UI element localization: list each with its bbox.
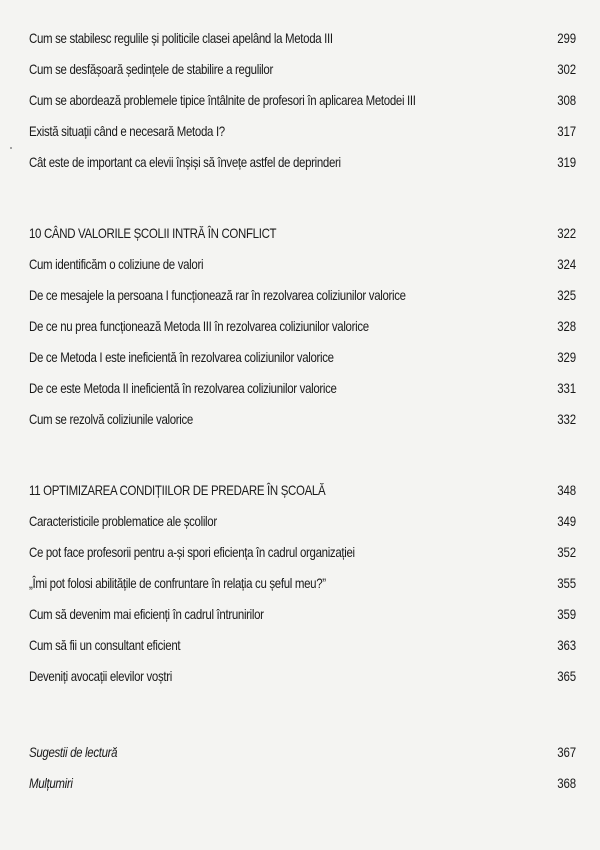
page-number: 319 [557, 153, 576, 170]
entry-title: Deveniți avocații elevilor voștri [29, 667, 172, 684]
toc-entry[interactable] [29, 84, 576, 115]
page-number: 328 [557, 317, 576, 334]
entry-title: Cum se stabilesc regulile și politicile clasei apelând la Metoda III [29, 29, 333, 46]
page-number: 355 [557, 574, 576, 591]
spacer [29, 691, 576, 736]
toc-entry[interactable] [29, 660, 576, 691]
toc-entry[interactable] [29, 598, 576, 629]
toc-entry-reading-suggestions[interactable] [29, 736, 576, 767]
chapter-heading-10[interactable] [29, 217, 576, 248]
page-number: 365 [557, 667, 576, 684]
entry-title: Caracteristicile problematice ale școlilor [29, 512, 217, 529]
spacer [29, 434, 576, 474]
page-number: 363 [557, 636, 576, 653]
page-number: 325 [557, 286, 576, 303]
toc-entry[interactable] [29, 403, 576, 434]
entry-title: De ce Metoda I este ineficientă în rezolvarea coliziunilor valorice [29, 348, 334, 365]
page-number: 329 [557, 348, 576, 365]
page-number: 308 [557, 91, 576, 108]
chapter-heading-11[interactable] [29, 474, 576, 505]
toc-entry[interactable] [29, 53, 576, 84]
entry-title: Sugestii de lectură [29, 743, 118, 760]
page-number: 352 [557, 543, 576, 560]
entry-title: Cum să fii un consultant eficient [29, 636, 181, 653]
entry-title: De ce nu prea funcționează Metoda III în rezolvarea coliziunilor valorice [29, 317, 369, 334]
toc-entry[interactable] [29, 505, 576, 536]
entry-title: Cum să devenim mai eficienți în cadrul întrunirilor [29, 605, 264, 622]
table-of-contents [29, 22, 576, 798]
spacer [29, 177, 576, 217]
toc-entry[interactable] [29, 567, 576, 598]
page-number: 367 [557, 743, 576, 760]
chapter-title: 10 CÂND VALORILE ȘCOLII INTRĂ ÎN CONFLICT [29, 224, 277, 241]
scan-speck [10, 147, 12, 149]
toc-entry[interactable] [29, 310, 576, 341]
page-number: 368 [557, 774, 576, 791]
page-number: 332 [557, 410, 576, 427]
toc-entry[interactable] [29, 629, 576, 660]
page-number: 348 [557, 481, 576, 498]
page-number: 331 [557, 379, 576, 396]
page-number: 359 [557, 605, 576, 622]
page-number: 302 [557, 60, 576, 77]
entry-title: Mulțumiri [29, 774, 73, 791]
page-number: 299 [557, 29, 576, 46]
entry-title: Cât este de important ca elevii înșiși să învețe astfel de deprinderi [29, 153, 341, 170]
entry-title: Cum se rezolvă coliziunile valorice [29, 410, 193, 427]
entry-title: Cum se desfășoară ședințele de stabilire a regulilor [29, 60, 273, 77]
entry-title: De ce este Metoda II ineficientă în rezolvarea coliziunilor valorice [29, 379, 337, 396]
toc-entry[interactable] [29, 146, 576, 177]
page-number: 324 [557, 255, 576, 272]
entry-title: Ce pot face profesorii pentru a-și spori eficiența în cadrul organizației [29, 543, 355, 560]
toc-entry[interactable] [29, 248, 576, 279]
toc-entry[interactable] [29, 22, 576, 53]
toc-entry[interactable] [29, 372, 576, 403]
entry-title: Cum identificăm o coliziune de valori [29, 255, 204, 272]
page-number: 349 [557, 512, 576, 529]
entry-title: „Îmi pot folosi abilitățile de confruntare în relația cu șeful meu?” [29, 574, 326, 591]
chapter-title: 11 OPTIMIZAREA CONDIȚIILOR DE PREDARE ÎN ȘCOALĂ [29, 481, 326, 498]
toc-entry-acknowledgements[interactable] [29, 767, 576, 798]
toc-entry[interactable] [29, 115, 576, 146]
entry-title: Există situații când e necesară Metoda I? [29, 122, 225, 139]
toc-entry[interactable] [29, 341, 576, 372]
entry-title: De ce mesajele la persoana I funcționează rar în rezolvarea coliziunilor valorice [29, 286, 406, 303]
page-number: 322 [557, 224, 576, 241]
toc-entry[interactable] [29, 279, 576, 310]
page-number: 317 [557, 122, 576, 139]
entry-title: Cum se abordează problemele tipice întâlnite de profesori în aplicarea Metodei III [29, 91, 416, 108]
toc-entry[interactable] [29, 536, 576, 567]
